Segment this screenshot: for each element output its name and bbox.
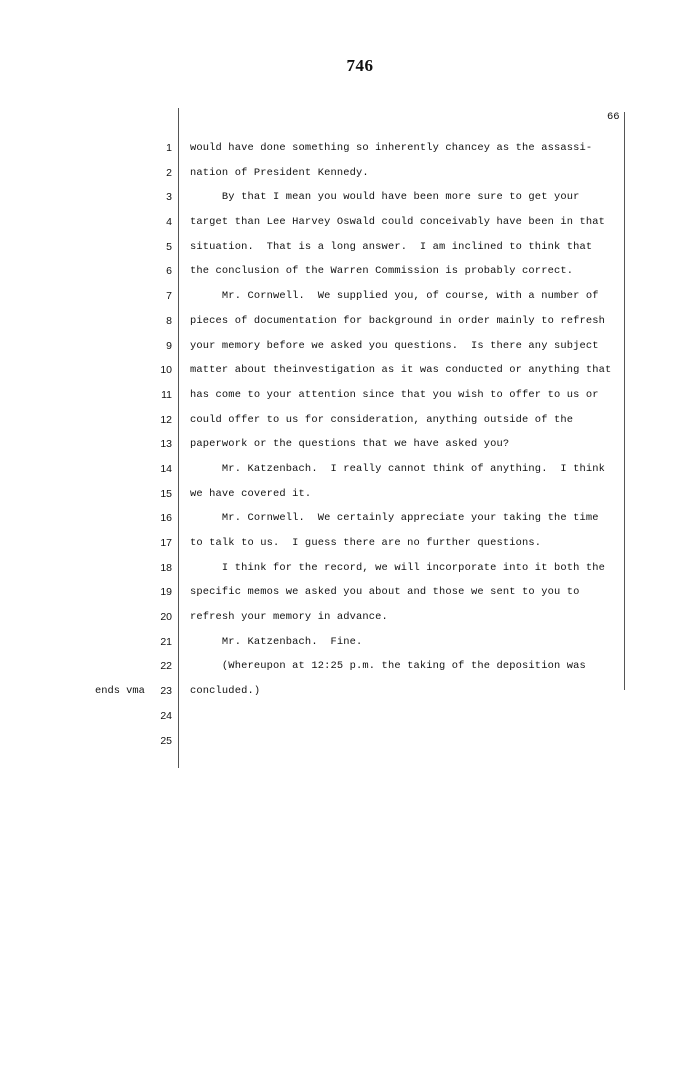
transcript-line <box>0 681 691 706</box>
line-number: 16 <box>160 512 172 525</box>
line-text: nation of President Kennedy. <box>190 166 369 179</box>
line-number: 4 <box>166 216 172 229</box>
line-number: 18 <box>160 561 172 574</box>
line-text: refresh your memory in advance. <box>190 611 388 624</box>
transcript-line <box>0 163 691 188</box>
line-text: pieces of documentation for background in order mainly to refresh <box>190 314 606 327</box>
line-text: the conclusion of the Warren Commission is probably correct. <box>190 265 574 278</box>
transcript-line <box>0 187 691 212</box>
line-text: paperwork or the questions that we have asked you? <box>190 438 510 451</box>
transcript-line <box>0 607 691 632</box>
line-number: 21 <box>160 635 172 648</box>
line-number: 24 <box>160 709 172 722</box>
line-number: 20 <box>160 611 172 624</box>
transcript-line <box>0 138 691 163</box>
line-text: concluded.) <box>190 685 261 698</box>
transcript-line <box>0 434 691 459</box>
transcript-line <box>0 360 691 385</box>
line-number: 17 <box>160 537 172 549</box>
transcript-line <box>0 459 691 484</box>
transcript-line <box>0 656 691 681</box>
line-text: has come to your attention since that you wish to offer to us or <box>190 388 599 401</box>
line-number: 14 <box>160 462 172 475</box>
line-number: 23 <box>160 685 172 698</box>
line-text: Mr. Cornwell. We supplied you, of course, with a number of <box>190 290 599 303</box>
line-text: I think for the record, we will incorporate into it both the <box>190 561 606 574</box>
transcript-line <box>0 336 691 361</box>
line-number: 6 <box>166 265 172 278</box>
transcript-line <box>0 508 691 533</box>
transcript-line <box>0 237 691 262</box>
margin-note: ends vma <box>95 685 145 698</box>
line-number: 19 <box>160 586 172 599</box>
line-number: 7 <box>166 290 172 303</box>
transcript-line <box>0 311 691 336</box>
line-text: could offer to us for consideration, anything outside of the <box>190 413 574 426</box>
line-number: 11 <box>161 388 172 401</box>
transcript-line <box>0 484 691 509</box>
transcript-line <box>0 731 691 756</box>
line-number: 13 <box>160 438 172 451</box>
line-number: 10 <box>160 364 172 377</box>
transcript-line <box>0 632 691 657</box>
line-text: to talk to us. I guess there are no further questions. <box>190 537 542 549</box>
line-text: situation. That is a long answer. I am inclined to think that <box>190 240 593 253</box>
inner-page-number: 66 <box>607 111 620 123</box>
transcript-body <box>0 138 691 755</box>
line-text: Mr. Katzenbach. Fine. <box>190 635 363 648</box>
line-text: By that I mean you would have been more sure to get your <box>190 191 580 204</box>
line-number: 12 <box>160 413 172 426</box>
line-number: 22 <box>160 660 172 673</box>
line-text: (Whereupon at 12:25 p.m. the taking of the deposition was <box>190 660 586 673</box>
transcript-line <box>0 582 691 607</box>
transcript-line <box>0 533 691 558</box>
line-text: specific memos we asked you about and those we sent to you to <box>190 586 580 599</box>
line-text: Mr. Cornwell. We certainly appreciate your taking the time <box>190 512 599 525</box>
line-text: your memory before we asked you questions. Is there any subject <box>190 339 599 352</box>
line-number: 5 <box>166 240 172 253</box>
line-number: 9 <box>166 339 172 352</box>
transcript-line <box>0 212 691 237</box>
line-number: 25 <box>160 734 172 747</box>
transcript-line <box>0 385 691 410</box>
line-text: Mr. Katzenbach. I really cannot think of anything. I think <box>190 462 606 475</box>
page-number: 746 <box>346 56 374 75</box>
line-text: target than Lee Harvey Oswald could conceivably have been in that <box>190 216 606 229</box>
line-number: 2 <box>166 166 172 179</box>
line-text: we have covered it. <box>190 487 312 500</box>
transcript-line <box>0 286 691 311</box>
line-number: 1 <box>166 142 172 154</box>
line-number: 8 <box>166 314 172 327</box>
line-number: 3 <box>166 191 172 204</box>
transcript-line <box>0 261 691 286</box>
line-text: would have done something so inherently chancey as the assassi- <box>190 142 593 154</box>
line-text: matter about theinvestigation as it was conducted or anything that <box>190 364 612 377</box>
line-number: 15 <box>160 487 172 500</box>
transcript-line <box>0 706 691 731</box>
transcript-line <box>0 410 691 435</box>
transcript-line <box>0 558 691 583</box>
